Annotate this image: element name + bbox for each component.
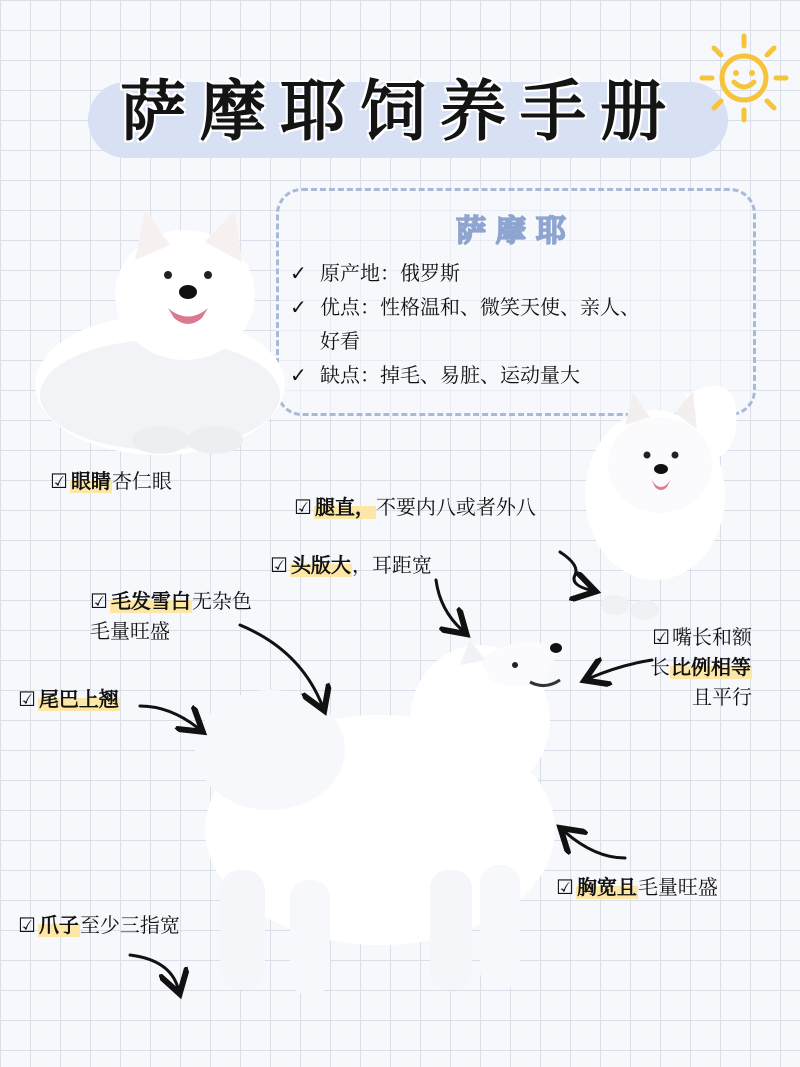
checkbox-icon: ☑ [652, 625, 670, 649]
checkbox-icon: ☑ [18, 687, 36, 711]
samoyed-standing-photo [180, 630, 580, 1010]
label-legs: ☑ 腿直，不要内八或者外八 [294, 495, 536, 519]
checkbox-icon: ☑ [556, 875, 574, 899]
arrow-icon [130, 955, 178, 988]
checkbox-icon: ☑ [294, 495, 312, 519]
label-tail: ☑ 尾巴上翘 [18, 687, 119, 711]
arrow-icon [590, 660, 652, 678]
arrow-icon [436, 580, 462, 630]
info-item: 好看 [320, 329, 360, 353]
check-icon: ✓ [290, 261, 307, 285]
label-chest: ☑ 胸宽且毛量旺盛 [556, 875, 718, 899]
samoyed-running-photo [575, 355, 745, 625]
info-item: ✓ 原产地：俄罗斯 [290, 256, 740, 290]
check-icon: ✓ [290, 363, 307, 387]
label-paws: ☑ 爪子至少三指宽 [18, 913, 180, 937]
info-item: ✓ 优点：性格温和、微笑天使、亲人、 [290, 290, 740, 324]
info-heading: 萨摩耶 [456, 214, 576, 249]
sun-icon [696, 30, 792, 126]
page-title: 萨摩耶饲养手册 [120, 73, 680, 150]
checkbox-icon: ☑ [90, 589, 108, 613]
checkbox-icon: ☑ [270, 553, 288, 577]
label-muzzle: ☑ 嘴长和额 长比例相等 且平行 [650, 625, 752, 709]
check-icon: ✓ [290, 295, 307, 319]
label-coat: ☑ 毛发雪白无杂色 毛量旺盛 [90, 589, 252, 643]
label-eyes: ☑ 眼睛杏仁眼 [50, 469, 172, 493]
checkbox-icon: ☑ [18, 913, 36, 937]
samoyed-lying-photo [10, 200, 290, 470]
checkbox-icon: ☑ [50, 469, 68, 493]
label-head: ☑ 头版大，耳距宽 [270, 553, 432, 577]
info-item: ✓ 缺点：掉毛、易脏、运动量大 [290, 358, 740, 392]
